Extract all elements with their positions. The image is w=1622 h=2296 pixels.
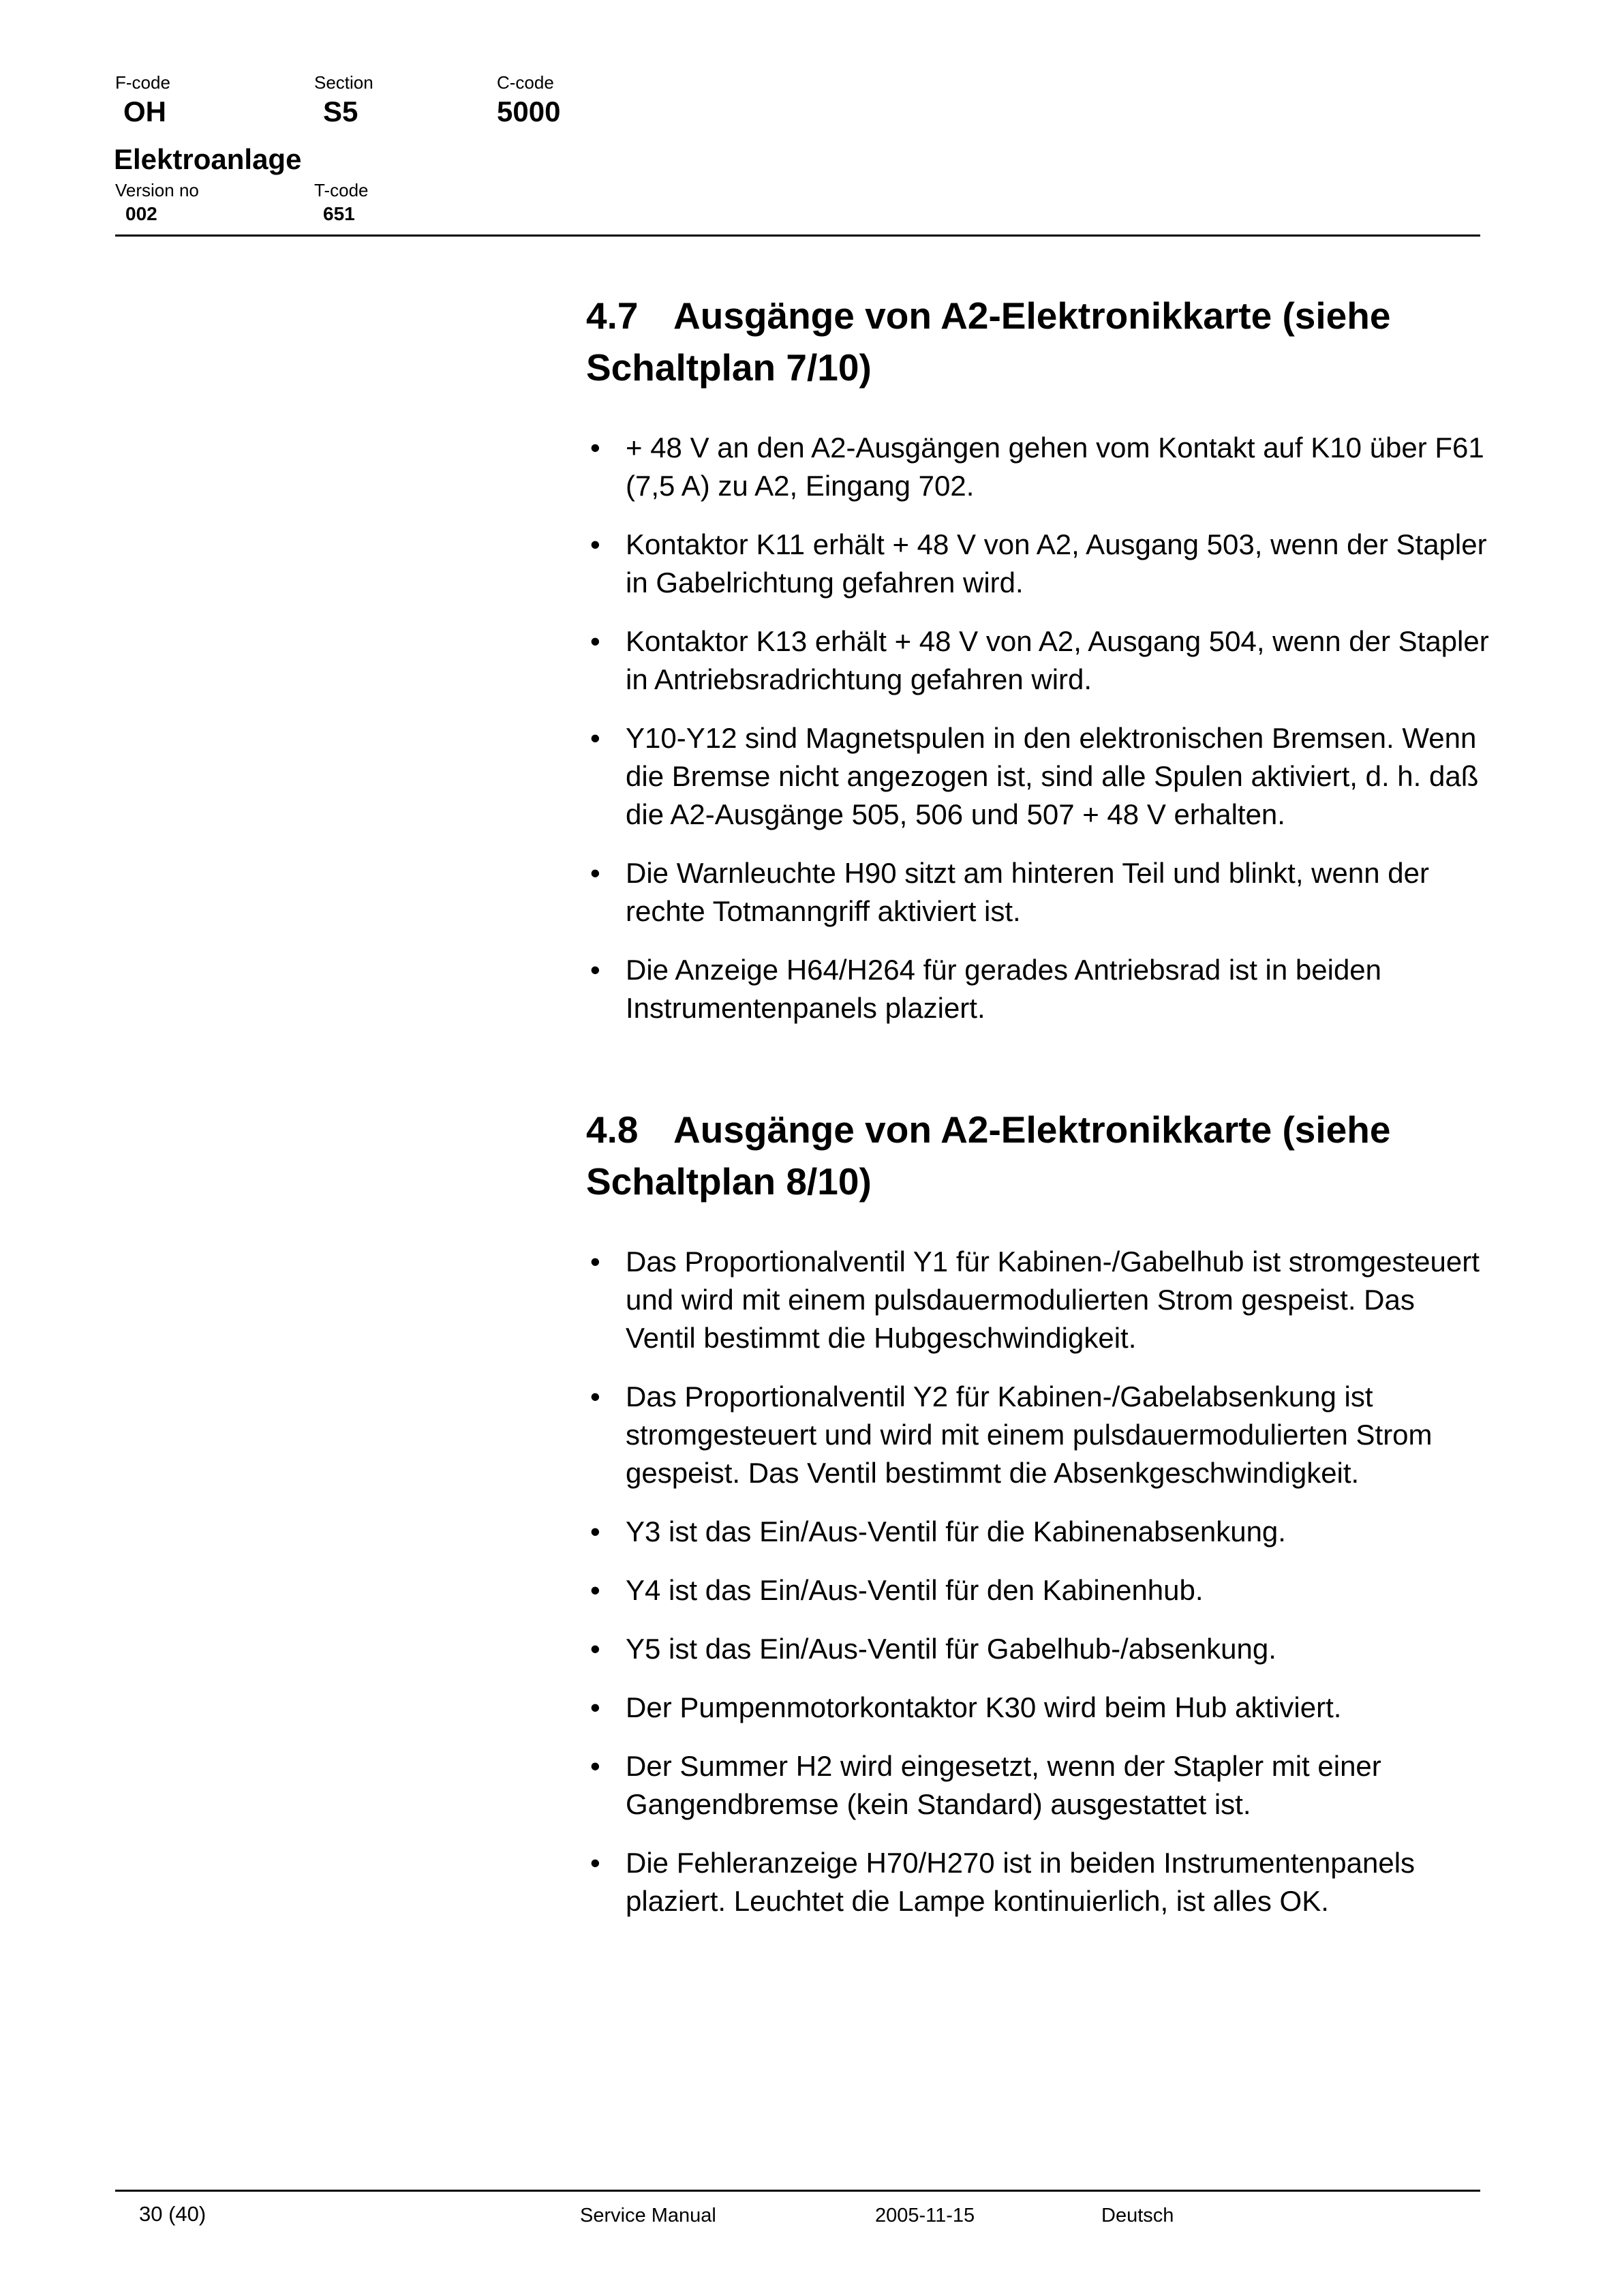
list-item	[586, 429, 1493, 505]
list-item-text: Der Pumpenmotorkontaktor K30 wird beim Hub aktiviert.	[626, 1691, 1342, 1723]
bullet-icon: •	[590, 432, 600, 464]
bullet-icon: •	[590, 528, 600, 560]
section-value: S5	[323, 95, 358, 127]
section-title: Ausgänge von A2-Elektronikkarte (siehe Schaltplan 7/10)	[586, 294, 1391, 389]
list-item-text: Y3 ist das Ein/Aus-Ventil für die Kabinenabsenkung.	[626, 1515, 1286, 1547]
list-item-text: Die Warnleuchte H90 sitzt am hinteren Teil und blinkt, wenn der rechte Totmanngriff aktiviert ist.	[626, 857, 1429, 927]
list-item-text: Das Proportionalventil Y1 für Kabinen-/Gabelhub ist stromgesteuert und wird mit einem pulsdauermodulierten Strom gespeist. Das Ventil bestimmt die Hubgeschwindigkeit.	[626, 1245, 1480, 1354]
footer-divider	[115, 2190, 1480, 2192]
document-language: Deutsch	[1101, 2205, 1174, 2226]
bullet-icon: •	[590, 1245, 600, 1278]
t-code-label: T-code	[314, 180, 369, 200]
list-item	[586, 526, 1493, 602]
bullet-icon: •	[590, 1691, 600, 1723]
t-code-value: 651	[323, 203, 355, 224]
list-item	[586, 1630, 1493, 1668]
bullet-list	[586, 429, 1493, 1027]
section-number: 4.8	[586, 1108, 639, 1151]
bullet-icon: •	[590, 1633, 600, 1665]
list-item-text: Kontaktor K13 erhält + 48 V von A2, Ausgang 504, wenn der Stapler in Antriebsradrichtung gefahren wird.	[626, 625, 1489, 695]
list-item	[586, 1747, 1493, 1824]
list-item	[586, 1689, 1493, 1727]
list-item-text: Kontaktor K11 erhält + 48 V von A2, Ausgang 503, wenn der Stapler in Gabelrichtung gefahren wird.	[626, 528, 1487, 599]
bullet-icon: •	[590, 1750, 600, 1782]
bullet-icon: •	[590, 857, 600, 889]
list-item	[586, 951, 1493, 1027]
list-item-text: Die Fehleranzeige H70/H270 ist in beiden Instrumentenpanels plaziert. Leuchtet die Lampe kontinuierlich, ist alles OK.	[626, 1847, 1416, 1917]
list-item	[586, 854, 1493, 931]
version-label: Version no	[115, 180, 199, 200]
document-body	[586, 290, 1493, 1920]
c-code-value: 5000	[497, 95, 561, 127]
list-item	[586, 1513, 1493, 1551]
page-number: 30 (40)	[139, 2202, 206, 2226]
document-name: Service Manual	[580, 2205, 716, 2226]
section-label: Section	[314, 72, 373, 93]
list-item-text: Y10-Y12 sind Magnetspulen in den elektronischen Bremsen. Wenn die Bremse nicht angezogen ist, sind alle Spulen aktiviert, d. h. daß die A2-Ausgänge 505, 506 und 507 + 48 V erhalten.	[626, 722, 1479, 830]
list-item	[586, 1243, 1493, 1357]
document-title: Elektroanlage	[114, 143, 302, 175]
section-title: Ausgänge von A2-Elektronikkarte (siehe Schaltplan 8/10)	[586, 1108, 1391, 1203]
bullet-icon: •	[590, 1574, 600, 1606]
section-4-8	[586, 1104, 1493, 1920]
list-item-text: Die Anzeige H64/H264 für gerades Antriebsrad ist in beiden Instrumentenpanels plaziert.	[626, 954, 1382, 1024]
bullet-icon: •	[590, 625, 600, 657]
header-divider	[115, 235, 1480, 237]
bullet-list	[586, 1243, 1493, 1920]
list-item	[586, 1844, 1493, 1920]
section-4-7	[586, 290, 1493, 1027]
bullet-icon: •	[590, 722, 600, 754]
section-heading	[586, 1104, 1493, 1207]
list-item-text: Das Proportionalventil Y2 für Kabinen-/Gabelabsenkung ist stromgesteuert und wird mit einem pulsdauermodulierten Strom gespeist. Das Ventil bestimmt die Absenkgeschwindigkeit.	[626, 1380, 1433, 1489]
list-item	[586, 622, 1493, 699]
section-heading	[586, 290, 1493, 393]
document-date: 2005-11-15	[875, 2205, 975, 2226]
list-item	[586, 1571, 1493, 1610]
list-item-text: Y5 ist das Ein/Aus-Ventil für Gabelhub-/absenkung.	[626, 1633, 1276, 1665]
list-item	[586, 1378, 1493, 1492]
bullet-icon: •	[590, 1380, 600, 1413]
list-item-text: Der Summer H2 wird eingesetzt, wenn der Stapler mit einer Gangendbremse (kein Standard) ausgestattet ist.	[626, 1750, 1381, 1820]
bullet-icon: •	[590, 1847, 600, 1879]
version-value: 002	[125, 203, 157, 224]
bullet-icon: •	[590, 1515, 600, 1547]
f-code-value: OH	[123, 95, 166, 127]
section-number: 4.7	[586, 294, 639, 337]
list-item-text: + 48 V an den A2-Ausgängen gehen vom Kontakt auf K10 über F61 (7,5 A) zu A2, Eingang 702.	[626, 432, 1484, 502]
c-code-label: C-code	[497, 72, 554, 93]
list-item-text: Y4 ist das Ein/Aus-Ventil für den Kabinenhub.	[626, 1574, 1204, 1606]
bullet-icon: •	[590, 954, 600, 986]
list-item	[586, 719, 1493, 834]
f-code-label: F-code	[115, 72, 170, 93]
